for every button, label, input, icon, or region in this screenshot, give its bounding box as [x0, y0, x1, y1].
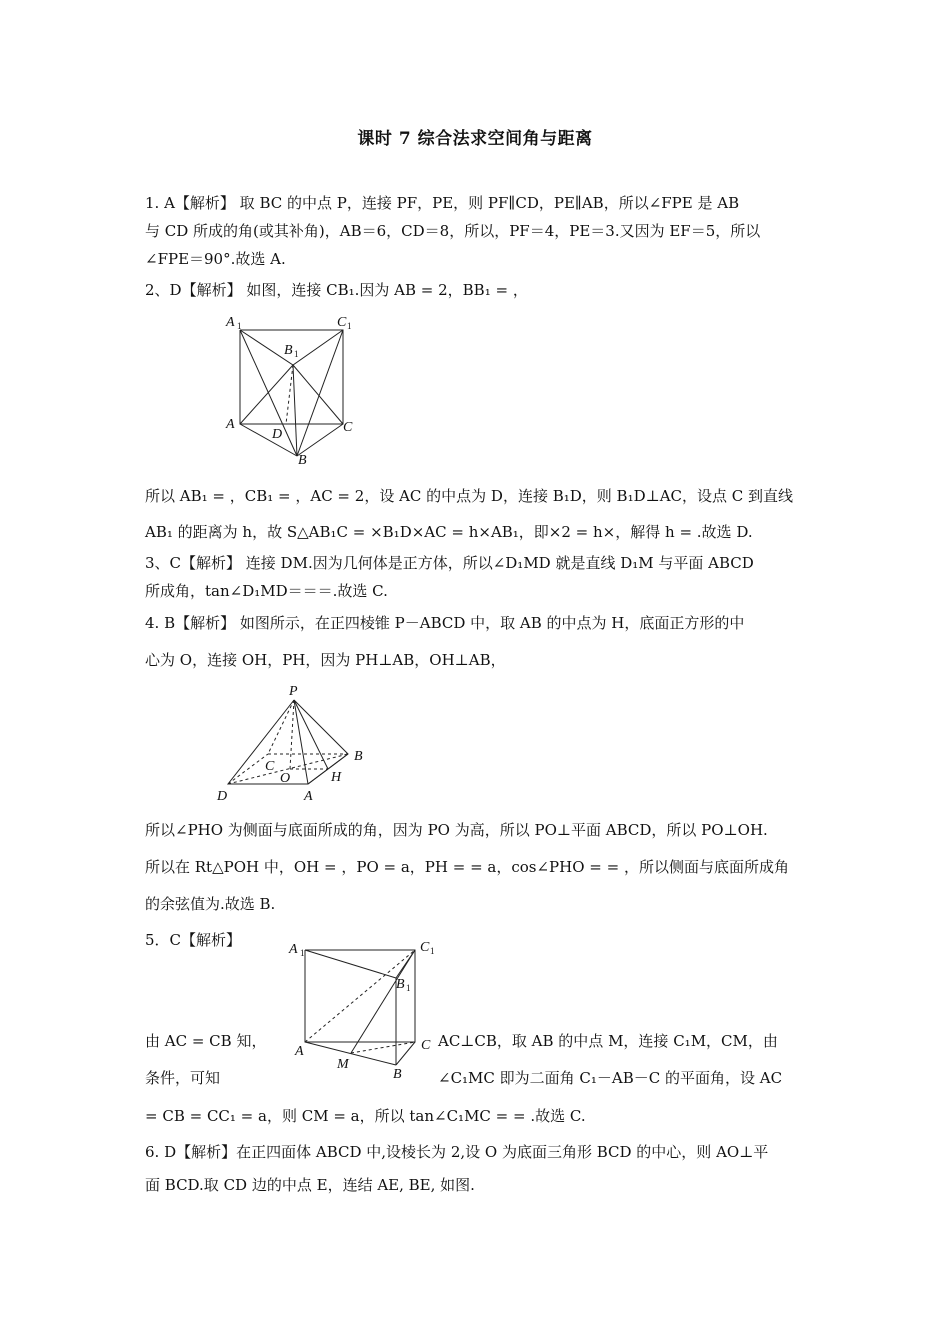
- text-line: 由 AC = CB 知，: [145, 1032, 267, 1050]
- text-line: 2、D【解析】 如图，连接 CB₁.因为 AB = 2，BB₁ = ，: [145, 281, 528, 299]
- text-line: 4. B【解析】 如图所示，在正四棱锥 P－ABCD 中，取 AB 的中点为 H，底面正方形的中: [145, 614, 745, 632]
- text-line: = CB = CC₁ = a，则 CM = a，所以 tan∠C₁MC = = .故选 C.: [145, 1107, 586, 1125]
- label-A: A: [226, 417, 235, 432]
- label-A: A: [295, 1044, 304, 1059]
- label-M: M: [337, 1057, 349, 1072]
- text-line: ∠FPE＝90°.故选 A.: [145, 250, 286, 268]
- label-B1: B: [284, 343, 293, 358]
- figure-prism-1: [220, 310, 360, 470]
- text-line: 5．C【解析】: [145, 931, 242, 949]
- label-B: B: [393, 1067, 402, 1082]
- page-title: 课时 7 综合法求空间角与距离: [357, 129, 593, 149]
- label-B1: B: [396, 977, 405, 992]
- label-sub: 1: [347, 321, 352, 331]
- label-sub: 1: [237, 321, 242, 331]
- label-A: A: [304, 789, 313, 804]
- label-D: D: [217, 789, 228, 804]
- label-C1: C: [337, 315, 347, 330]
- text-line: 3、C【解析】 连接 DM.因为几何体是正方体，所以∠D₁MD 就是直线 D₁M 与平面 ABCD: [145, 554, 754, 572]
- label-A1: A: [226, 315, 235, 330]
- text-line: 面 BCD.取 CD 边的中点 E，连结 AE, BE, 如图.: [145, 1176, 475, 1194]
- text-line: 条件，可知: [145, 1069, 221, 1087]
- text-line: 的余弦值为.故选 B.: [145, 895, 276, 913]
- text-line: 与 CD 所成的角(或其补角)，AB＝6，CD＝8，所以，PF＝4，PE＝3.又因为 EF＝5，所以: [145, 222, 761, 240]
- text-line: 所以在 Rt△POH 中，OH = ，PO = a，PH = = a，cos∠PHO = = ，所以侧面与底面所成角: [145, 858, 789, 876]
- label-C: C: [265, 759, 275, 774]
- label-D: D: [272, 427, 283, 442]
- text-line: AC⊥CB，取 AB 的中点 M，连接 C₁M，CM，由: [438, 1032, 778, 1050]
- label-C: C: [343, 420, 353, 435]
- label-sub: 1: [294, 349, 299, 359]
- label-P: P: [289, 684, 298, 699]
- label-B: B: [354, 749, 363, 764]
- label-H: H: [331, 770, 342, 785]
- label-A1: A: [289, 942, 298, 957]
- text-line: 所以 AB₁ = ，CB₁ = ，AC = 2，设 AC 的中点为 D，连接 B₁D，则 B₁D⊥AC，设点 C 到直线: [145, 487, 794, 505]
- label-C1: C: [420, 940, 430, 955]
- text-line: AB₁ 的距离为 h，故 S△AB₁C = ×B₁D×AC = h×AB₁，即×2 = h×，解得 h = .故选 D.: [145, 523, 753, 541]
- text-line: 所成角，tan∠D₁MD＝＝＝.故选 C.: [145, 582, 388, 600]
- label-C: C: [421, 1038, 431, 1053]
- label-B: B: [298, 453, 307, 468]
- text-line: 1. A【解析】 取 BC 的中点 P，连接 PF，PE，则 PF∥CD，PE∥AB，所以∠FPE 是 AB: [145, 194, 740, 212]
- label-sub: 1: [300, 948, 305, 958]
- label-O: O: [280, 771, 291, 786]
- text-line: ∠C₁MC 即为二面角 C₁－AB－C 的平面角，设 AC: [438, 1069, 783, 1087]
- text-line: 6. D【解析】在正四面体 ABCD 中,设棱长为 2,设 O 为底面三角形 BCD 的中心，则 AO⊥平: [145, 1143, 769, 1161]
- figure-prism-2: [285, 935, 445, 1085]
- text-line: 所以∠PHO 为侧面与底面所成的角，因为 PO 为高，所以 PO⊥平面 ABCD，所以 PO⊥OH.: [145, 821, 768, 839]
- text-line: 心为 O，连接 OH，PH，因为 PH⊥AB，OH⊥AB，: [145, 651, 506, 669]
- label-sub: 1: [406, 983, 411, 993]
- figure-pyramid: [210, 680, 380, 810]
- label-sub: 1: [430, 946, 435, 956]
